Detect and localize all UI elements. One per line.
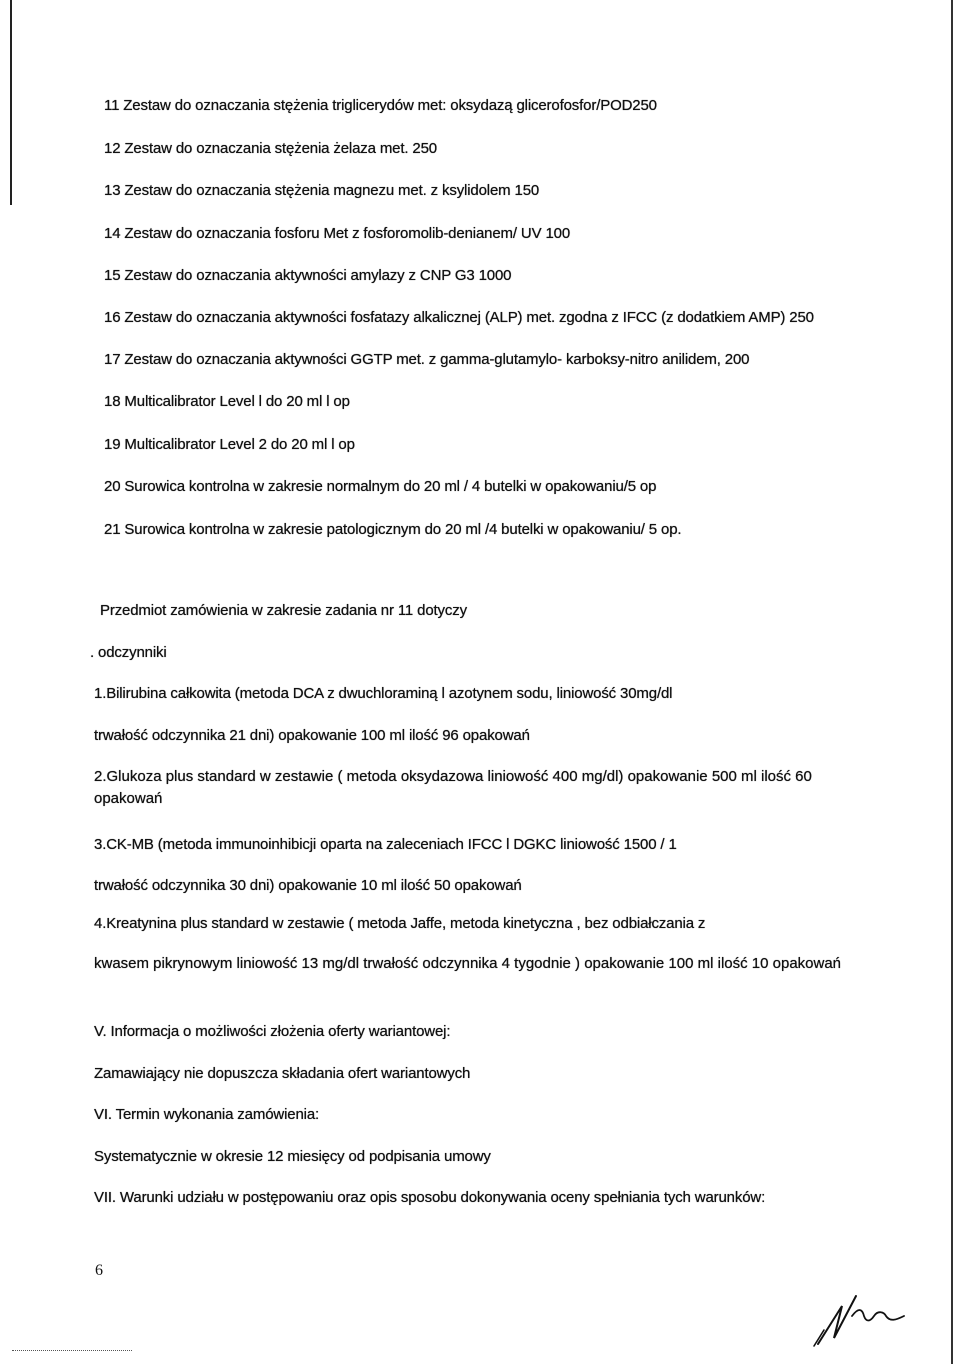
handwritten-signature: [812, 1286, 912, 1348]
item-21: 21 Surowica kontrolna w zakresie patologicznym do 20 ml /4 butelki w opakowaniu/ 5 op.: [104, 521, 682, 538]
reagent-4-line2: kwasem pikrynowym liniowość 13 mg/dl trwałość odczynnika 4 tygodnie ) opakowanie 100 ml ilość 10 opakowań: [94, 955, 842, 972]
item-16: 16 Zestaw do oznaczania aktywności fosfatazy alkalicznej (ALP) met. zgodna z IFCC (z dodatkiem AMP) 250: [104, 309, 814, 326]
item-14: 14 Zestaw do oznaczania fosforu Met z fosforomolib-denianem/ UV 100: [104, 225, 571, 242]
section-vi-text: Systematycznie w okresie 12 miesięcy od podpisania umowy: [94, 1148, 491, 1165]
reagent-4-line1: 4.Kreatynina plus standard w zestawie ( metoda Jaffe, metoda kinetyczna , bez odbiałczania z: [94, 915, 706, 932]
item-13: 13 Zestaw do oznaczania stężenia magnezu met. z ksylidolem 150: [104, 182, 540, 199]
scan-noise: [12, 1350, 132, 1355]
item-17: 17 Zestaw do oznaczania aktywności GGTP met. z gamma-glutamylo- karboksy-nitro anilidem, 200: [104, 351, 750, 368]
item-19: 19 Multicalibrator Level 2 do 20 ml l op: [104, 436, 355, 453]
item-20: 20 Surowica kontrolna w zakresie normalnym do 20 ml / 4 butelki w opakowaniu/5 op: [104, 478, 657, 495]
page-number: 6: [95, 1262, 103, 1279]
section-vii-heading: VII. Warunki udziału w postępowaniu oraz opis sposobu dokonywania oceny spełniania tych warunków:: [94, 1189, 766, 1206]
scan-edge-right: [951, 0, 953, 1364]
reagent-1-line1: 1.Bilirubina całkowita (metoda DCA z dwuchloraminą l azotynem sodu, liniowość 30mg/dl: [94, 685, 673, 702]
reagents-label: . odczynniki: [90, 644, 167, 661]
reagent-2: 2.Glukoza plus standard w zestawie ( metoda oksydazowa liniowość 400 mg/dl) opakowanie 500 ml ilość 60 opakowań: [94, 768, 812, 807]
reagent-1-line2: trwałość odczynnika 21 dni) opakowanie 100 ml ilość 96 opakowań: [94, 727, 530, 744]
section-v-text: Zamawiający nie dopuszcza składania ofert wariantowych: [94, 1065, 471, 1082]
reagent-3-line2: trwałość odczynnika 30 dni) opakowanie 10 ml ilość 50 opakowań: [94, 877, 522, 894]
item-18: 18 Multicalibrator Level l do 20 ml l op: [104, 393, 350, 410]
task-intro: Przedmiot zamówienia w zakresie zadania nr 11 dotyczy: [100, 602, 467, 619]
item-11: 11 Zestaw do oznaczania stężenia triglicerydów met: oksydazą glicerofosfor/POD250: [104, 97, 657, 114]
item-12: 12 Zestaw do oznaczania stężenia żelaza met. 250: [104, 140, 438, 157]
reagent-3-line1: 3.CK-MB (metoda immunoinhibicji oparta na zaleceniach IFCC l DGKC liniowość 1500 / 1: [94, 836, 677, 853]
section-v-heading: V. Informacja o możliwości złożenia oferty wariantowej:: [94, 1023, 451, 1040]
item-15: 15 Zestaw do oznaczania aktywności amylazy z CNP G3 1000: [104, 267, 512, 284]
section-vi-heading: VI. Termin wykonania zamówienia:: [94, 1106, 320, 1123]
scan-edge-left: [10, 0, 12, 205]
